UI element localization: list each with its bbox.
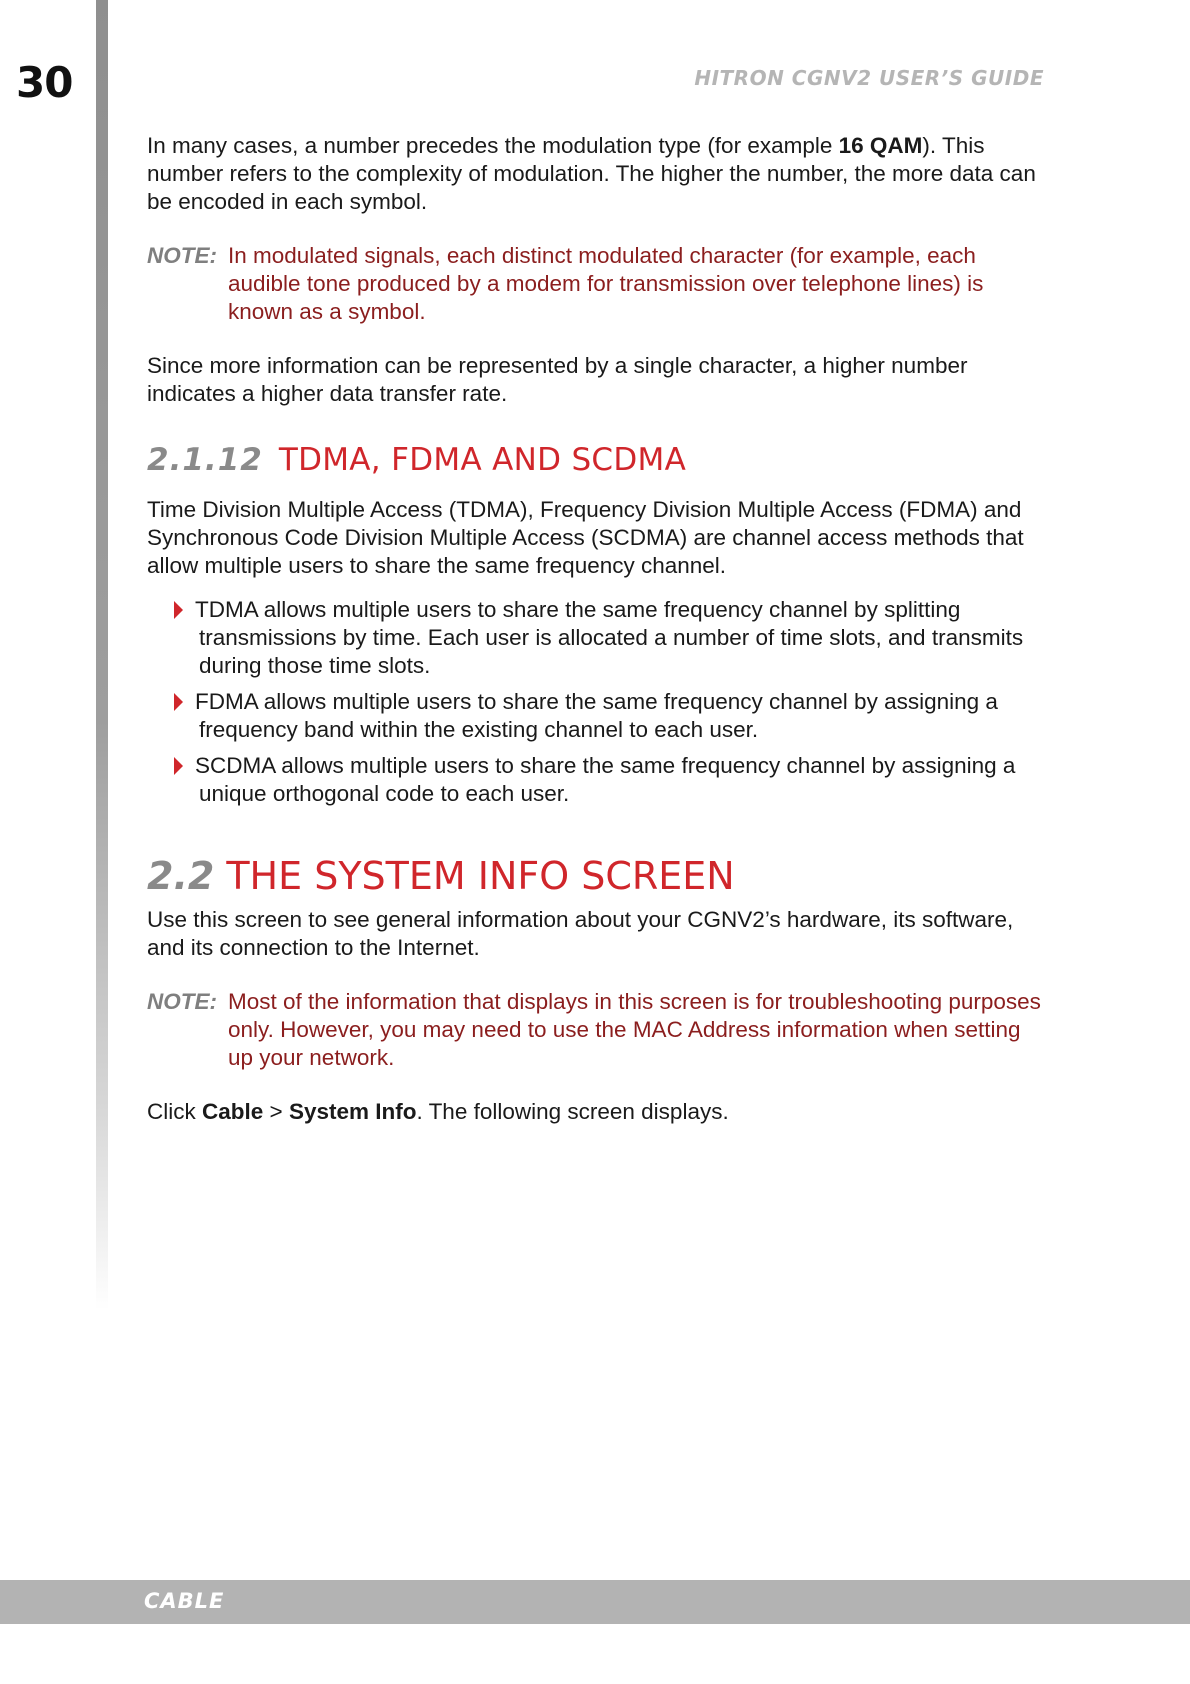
access-methods-list bbox=[147, 596, 1047, 808]
running-header-title: HITRON CGNV2 USER’S GUIDE bbox=[694, 66, 1044, 90]
system-info-paragraph: Use this screen to see general information about your CGNV2’s hardware, its software, and its connection to the Internet. bbox=[147, 907, 1014, 960]
page-number: 30 bbox=[16, 58, 73, 107]
section-title: TDMA, FDMA AND SCDMA bbox=[278, 442, 687, 478]
access-methods-paragraph: Time Division Multiple Access (TDMA), Frequency Division Multiple Access (FDMA) and Synchronous Code Division Multiple Access (SCDMA) are channel access methods that allow multiple users to share the same frequency channel. bbox=[147, 497, 1024, 578]
menu-cable: Cable bbox=[202, 1099, 264, 1124]
intro-text-start: In many cases, a number precedes the modulation type (for example bbox=[147, 133, 839, 158]
section-heading-2-2 bbox=[147, 852, 1047, 900]
click-instruction: Click Cable > System Info. The following screen displays. bbox=[147, 1099, 729, 1124]
note-label: NOTE: bbox=[147, 989, 217, 1014]
note-text: Most of the information that displays in this screen is for troubleshooting purposes only. However, you may need to use the MAC Address information when setting up your network. bbox=[228, 989, 1041, 1070]
menu-system-info: System Info bbox=[288, 1099, 417, 1124]
section-number: 2.1.12 bbox=[147, 442, 263, 478]
section-title: THE SYSTEM INFO SCREEN bbox=[226, 854, 735, 898]
bullet-arrow-icon bbox=[174, 757, 183, 775]
footer-chapter-label: CABLE bbox=[144, 1589, 225, 1613]
list-item-fdma: FDMA allows multiple users to share the same frequency channel by assigning a frequency band within the existing channel to each user. bbox=[147, 688, 1047, 744]
list-item-scdma: SCDMA allows multiple users to share the same frequency channel by assigning a unique orthogonal code to each user. bbox=[147, 752, 1047, 808]
intro-paragraph bbox=[147, 132, 1047, 216]
page-content bbox=[147, 132, 1047, 1126]
note-text: In modulated signals, each distinct modulated character (for example, each audible tone produced by a modem for transmission over telephone lines) is known as a symbol. bbox=[228, 243, 984, 324]
section-number: 2.2 bbox=[147, 854, 215, 898]
note-symbol bbox=[147, 242, 1047, 326]
data-rate-paragraph: Since more information can be represented by a single character, a higher number indicates a higher data transfer rate. bbox=[147, 353, 968, 406]
note-troubleshooting bbox=[147, 988, 1047, 1072]
page-side-bar bbox=[96, 0, 108, 1310]
list-item-tdma: TDMA allows multiple users to share the same frequency channel by splitting transmissions by time. Each user is allocated a number of time slots, and transmits during those time slots. bbox=[147, 596, 1047, 680]
note-label: NOTE: bbox=[147, 243, 217, 268]
intro-bold-qam: 16 QAM bbox=[838, 133, 923, 158]
intro-text-end: ). This number refers to the complexity of modulation. The higher the number, the more data can be encoded in each symbol. bbox=[147, 133, 1036, 214]
bullet-arrow-icon bbox=[174, 693, 183, 711]
bullet-arrow-icon bbox=[174, 601, 183, 619]
section-heading-2-1-12 bbox=[147, 440, 1047, 480]
